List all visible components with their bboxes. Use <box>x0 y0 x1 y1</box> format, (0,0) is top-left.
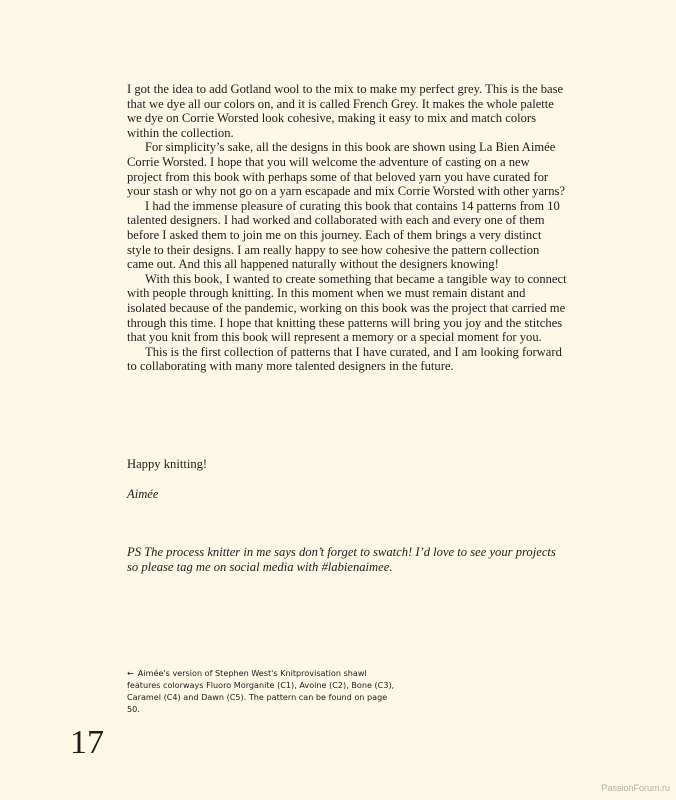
signature: Aimée <box>127 487 159 501</box>
paragraph-4: With this book, I wanted to create something that became a tangible way to connect with people through knitting. In this moment when we must remain distant and isolated because of the pandemic, working on this book was the project that carried me through this time. I hope that knitting these patterns will bring you joy and the stitches that you knit from this book will represent a memory or a special moment for you. <box>127 271 567 345</box>
closing-line: Happy knitting! <box>127 457 208 471</box>
photo-caption <box>127 667 397 715</box>
postscript: PS The process knitter in me says don’t forget to swatch! I’d love to see your projects so please tag me on social media with #labienaimee. <box>127 545 556 574</box>
caption-text: Aimée's version of Stephen West's Knitprovisation shawl features colorways Fluoro Morganite (C1), Avoine (C2), Bone (C3), Caramel (C4) and Dawn (C5). The pattern can be found on page 50. <box>127 668 395 714</box>
watermark: PassionForum.ru <box>601 783 670 793</box>
paragraph-3: I had the immense pleasure of curating this book that contains 14 patterns from 10 talented designers. I had worked and collaborated with each and every one of them before I asked them to join me on this journey. Each of them brings a very distinct style to their designs. I am really happy to see how cohesive the pattern collection came out. And this all happened naturally without the designers knowing! <box>127 198 560 272</box>
paragraph-5: This is the first collection of patterns that I have curated, and I am looking forward to collaborating with many more talented designers in the future. <box>127 344 562 374</box>
body-text <box>127 82 567 374</box>
page-number: 17 <box>70 724 104 761</box>
paragraph-2: For simplicity’s sake, all the designs in this book are shown using La Bien Aimée Corrie Worsted. I hope that you will welcome the adventure of casting on a new project from this book with perhaps some of that beloved yarn you have curated for your stash or why not go on a yarn escapade and mix Corrie Worsted with other yarns? <box>127 140 566 199</box>
arrow-left-icon: ← <box>127 668 134 678</box>
paragraph-1: I got the idea to add Gotland wool to the mix to make my perfect grey. This is the base that we dye all our colors on, and it is called French Grey. It makes the whole palette we dye on Corrie Worsted look cohesive, making it easy to mix and match colors within the collection. <box>127 82 564 140</box>
